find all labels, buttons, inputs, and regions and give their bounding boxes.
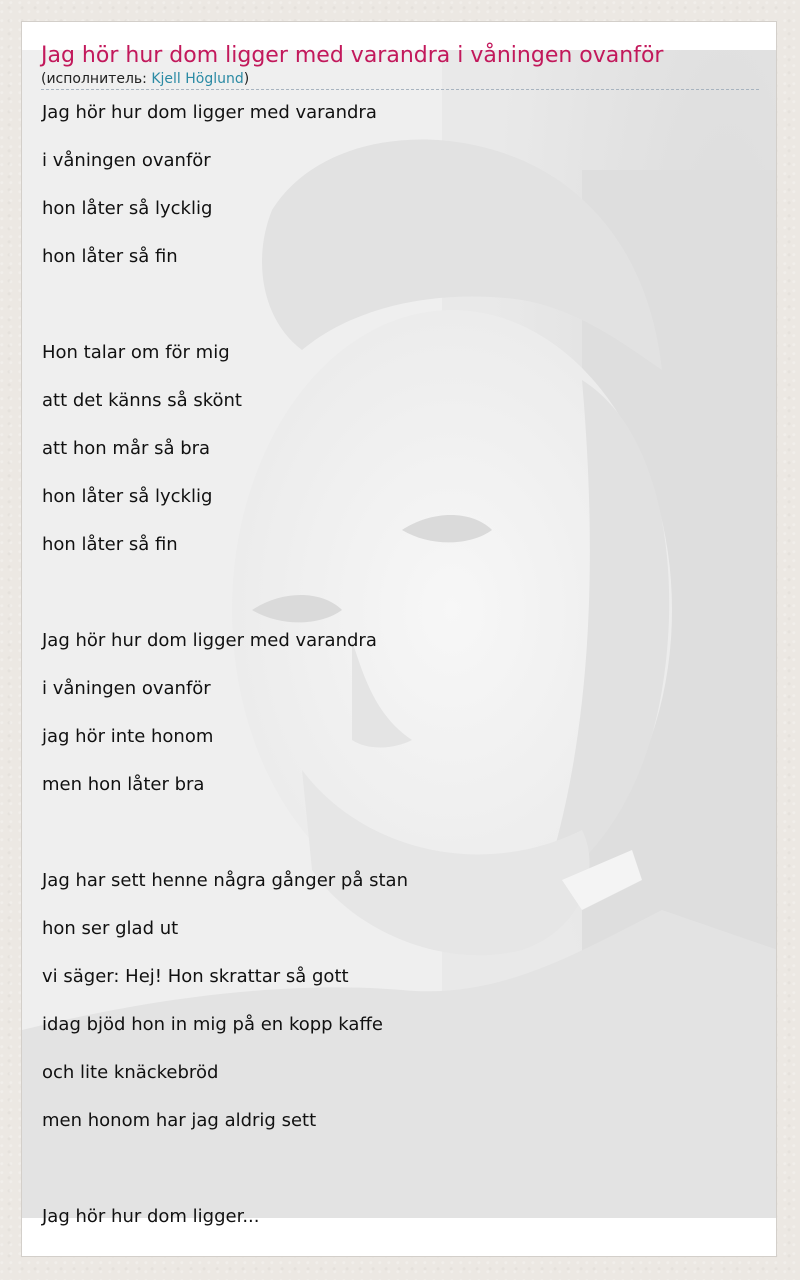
lyric-line: Jag hör hur dom ligger... [42,1206,260,1227]
lyric-line: och lite knäckebröd [42,1062,219,1083]
lyric-line: att det känns så skönt [42,390,242,411]
lyric-blank-line [42,578,408,626]
lyric-line: vi säger: Hej! Hon skrattar så gott [42,966,349,987]
lyric-line: hon låter så lycklig [42,198,213,219]
performer-suffix: ) [243,71,250,87]
lyric-blank-line [42,818,408,866]
lyric-line: att hon mår så bra [42,438,211,459]
lyric-line: Jag har sett henne några gånger på stan [42,870,408,891]
lyric-line: Jag hör hur dom ligger med varandra [42,102,377,123]
lyric-line: hon låter så fin [42,534,178,555]
lyric-line: i våningen ovanför [42,678,211,699]
song-title: Jag hör hur dom ligger med varandra i våningen ovanför [41,43,664,68]
lyric-line: hon låter så lycklig [42,486,213,507]
lyrics-content [22,22,777,1257]
lyric-blank-line [42,290,408,338]
lyric-blank-line [42,1154,408,1202]
lyric-line: idag bjöd hon in mig på en kopp kaffe [42,1014,383,1035]
lyric-line: men honom har jag aldrig sett [42,1110,317,1131]
lyric-line: i våningen ovanför [42,150,211,171]
lyric-line: Hon talar om för mig [42,342,230,363]
title-divider [41,89,759,90]
performer-line [41,71,249,87]
lyric-line: hon ser glad ut [42,918,179,939]
lyric-line: men hon låter bra [42,774,205,795]
lyrics-card [21,21,777,1257]
performer-prefix: (исполнитель: [41,71,152,87]
lyric-line: Jag hör hur dom ligger med varandra [42,630,377,651]
lyric-line: hon låter så fin [42,246,178,267]
lyric-line: jag hör inte honom [42,726,214,747]
lyrics-lines [42,98,408,1250]
performer-link[interactable]: Kjell Höglund [151,71,244,87]
